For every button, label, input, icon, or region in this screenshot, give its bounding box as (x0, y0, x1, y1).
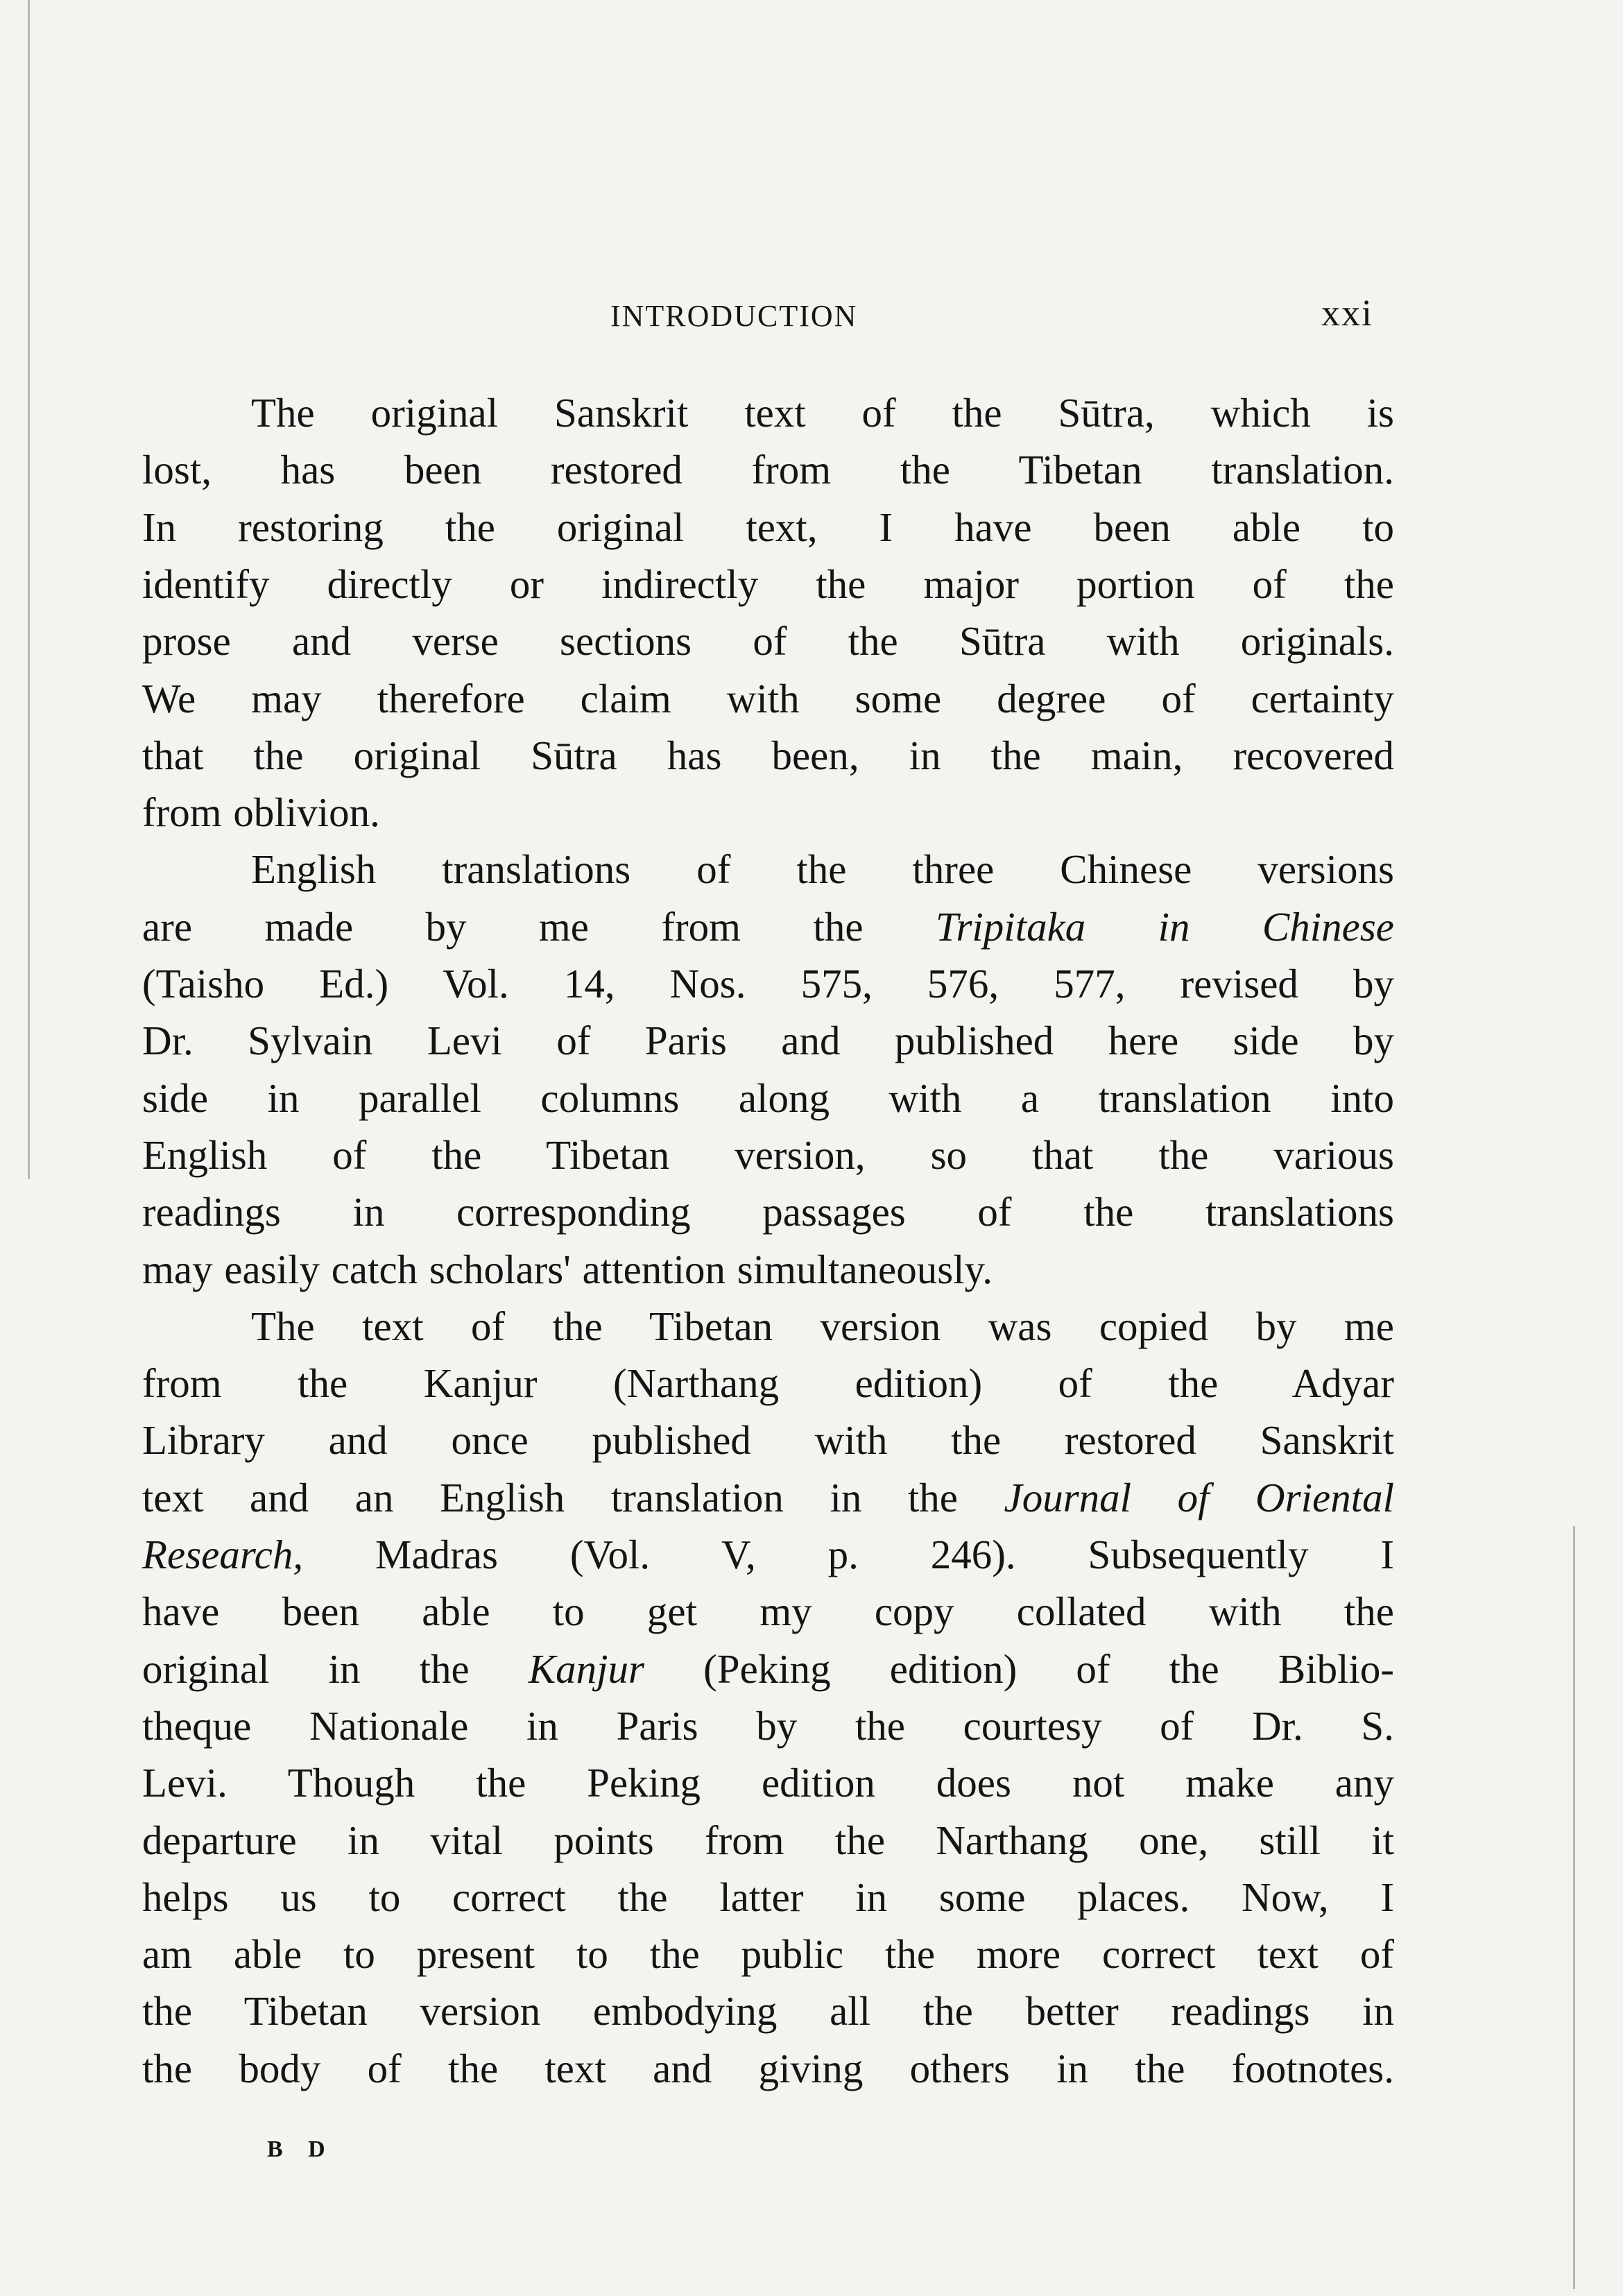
italic-title-text: Kanjur (528, 1645, 645, 1692)
text-segment: may easily catch scholars' attention simultaneously. (142, 1246, 993, 1292)
text-segment: have been able to get my copy collated with the (142, 1588, 1394, 1635)
text-segment: (Peking edition) of the Biblio- (644, 1645, 1395, 1692)
text-segment: theque Nationale in Paris by the courtesy of Dr. S. (142, 1702, 1394, 1749)
text-segment: the body of the text and giving others in the footnotes. (142, 2045, 1394, 2091)
text-line (142, 445, 1394, 494)
text-segment: In restoring the original text, I have been able to (142, 504, 1394, 550)
text-line (142, 1245, 1394, 1294)
text-segment: The original Sanskrit text of the Sūtra, which is (251, 390, 1394, 436)
signature-mark: B D (267, 2136, 335, 2162)
italic-title-text: Journal of Oriental (1004, 1474, 1394, 1520)
running-title: INTRODUCTION (610, 299, 858, 333)
text-segment: We may therefore claim with some degree of certainty (142, 675, 1394, 721)
text-segment: are made by me from the (142, 903, 936, 950)
text-segment: identify directly or indirectly the major portion of the (142, 560, 1394, 607)
text-segment: Madras (Vol. V, p. 246). Subsequently I (303, 1532, 1394, 1577)
page-edge-right (1573, 1526, 1575, 2289)
text-segment: Library and once published with the restored Sanskrit (142, 1417, 1394, 1464)
text-segment: helps us to correct the latter in some places. Now, I (142, 1874, 1394, 1920)
page-number: xxi (1321, 292, 1374, 334)
text-segment: text and an English translation in the (142, 1474, 1004, 1520)
text-line (142, 1473, 1394, 1522)
text-segment: original in the (142, 1645, 529, 1692)
text-line (142, 503, 1394, 551)
text-line (142, 788, 1394, 837)
text-line (142, 1530, 1394, 1579)
text-line (142, 959, 1394, 1008)
text-segment: from the Kanjur (Narthang edition) of the Adyar (142, 1360, 1394, 1407)
text-segment: from oblivion. (142, 789, 380, 836)
text-line (142, 1074, 1394, 1122)
text-segment: Levi. Though the Peking edition does not make any (142, 1760, 1394, 1806)
text-line (142, 902, 1394, 951)
text-segment: that the original Sūtra has been, in the main, recovered (142, 732, 1394, 778)
text-line (142, 731, 1394, 780)
text-line (142, 1816, 1394, 1865)
text-line (142, 2044, 1394, 2093)
text-segment: The text of the Tibetan version was copied by me (251, 1303, 1394, 1349)
text-line (142, 1987, 1394, 2035)
text-line (251, 388, 1394, 437)
text-line (142, 1930, 1394, 1978)
text-line (142, 1645, 1394, 1693)
text-line (142, 1758, 1394, 1807)
text-line (142, 1702, 1394, 1750)
text-segment: (Taisho Ed.) Vol. 14, Nos. 575, 576, 577, revised by (142, 961, 1394, 1006)
text-line (142, 1587, 1394, 1636)
text-line (251, 1302, 1394, 1351)
text-line (142, 1873, 1394, 1921)
text-line (142, 560, 1394, 608)
text-line (142, 617, 1394, 665)
text-line (142, 1131, 1394, 1179)
text-segment: the Tibetan version embodying all the better readings in (142, 1988, 1394, 2034)
page-edge-left (28, 0, 30, 1179)
text-line (142, 674, 1394, 723)
text-line (142, 1416, 1394, 1464)
text-line (251, 845, 1394, 893)
text-segment: Dr. Sylvain Levi of Paris and published here side by (142, 1018, 1394, 1064)
text-segment: English of the Tibetan version, so that the various (142, 1131, 1394, 1178)
italic-title-text: Research, (142, 1532, 304, 1577)
italic-title-text: Tripitaka in Chinese (935, 903, 1394, 950)
text-segment: English translations of the three Chinese versions (251, 846, 1394, 893)
text-segment: lost, has been restored from the Tibetan translation. (142, 447, 1394, 493)
text-line (142, 1016, 1394, 1065)
text-segment: prose and verse sections of the Sūtra with originals. (142, 618, 1394, 665)
text-line (142, 1359, 1394, 1407)
text-segment: departure in vital points from the Narthang one, still it (142, 1817, 1394, 1863)
text-segment: readings in corresponding passages of the translations (142, 1189, 1394, 1235)
text-line (142, 1188, 1394, 1236)
text-segment: side in parallel columns along with a translation into (142, 1074, 1394, 1121)
text-segment: am able to present to the public the more correct text of (142, 1931, 1394, 1978)
